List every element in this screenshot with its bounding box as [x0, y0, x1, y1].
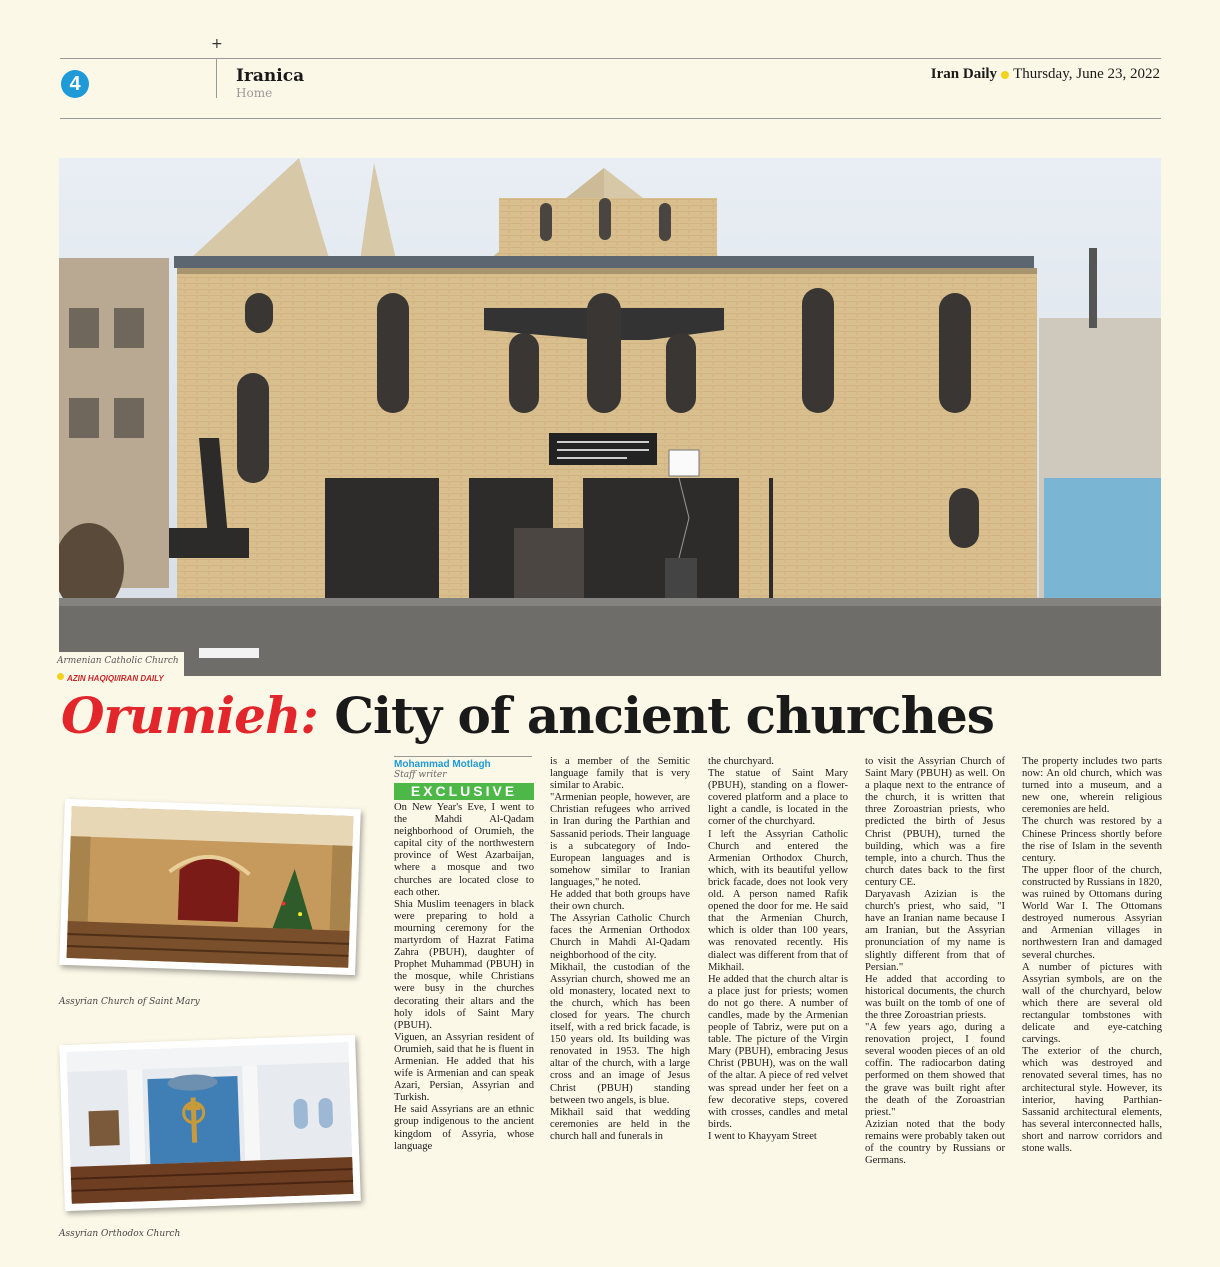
headline: [61, 686, 994, 745]
byline-author: Mohammad Motlagh: [394, 759, 491, 770]
paragraph: The upper floor of the church, constructed by Russians in 1820, was ruined by Ottomans during World War I. The Ottomans destroyed numerous Assyrian and Armenian villages in northwestern Iran and damaged several churches.: [1022, 864, 1162, 961]
paragraph: He said Assyrians are an ethnic group indigenous to the ancient kingdom of Assyria, whose language: [394, 1104, 534, 1152]
hero-photo: [59, 158, 1161, 676]
photo-assyrian-saint-mary: [59, 799, 361, 975]
article-column-2: [550, 756, 690, 1143]
header-top-rule: [60, 58, 1161, 59]
hero-caption-box: [57, 652, 184, 683]
page-number: 4: [61, 70, 89, 98]
paper-name: Iran Daily: [930, 66, 998, 82]
exclusive-badge: EXCLUSIVE: [394, 783, 534, 800]
photo-assyrian-orthodox: [59, 1035, 361, 1211]
paragraph: Azizian noted that the body remains were probably taken out of the country by Russians or Germans.: [865, 1118, 1005, 1167]
paragraph: "A few years ago, during a renovation project, I found several wooden pieces of an old coffin. The radiocarbon dating performed on them showed that the grave was built right after the death of the Zoroastrian priest.": [865, 1022, 1005, 1118]
paragraph: I went to Khayyam Street: [708, 1130, 817, 1142]
hero-credit: AZIN HAQIQI/IRAN DAILY: [67, 674, 164, 683]
paragraph: Viguen, an Assyrian resident of Orumieh, said that he is fluent in Armenian. He added that his wife is Armenian and can speak Azari, Persian, Assyrian and Turkish.: [394, 1031, 534, 1104]
article-column-1: [394, 756, 534, 1153]
hero-credit-row: [57, 666, 184, 685]
paragraph: On New Year's Eve, I went to the Mahdi Al-Qadam neighborhood of Orumieh, the capital city of the northwestern province of West Azarbaijan, where a mosque and two churches are located close to each other.: [394, 802, 534, 898]
paragraph: Shia Muslim teenagers in black were preparing to hold a mourning ceremony for the martyrdom of Hazrat Fatima Zahra (PBUH), daughter of Prophet Muhammad (PBUH) in the mosque, while Christians were busy in the churches decorating their altars and the holy idols of Saint Mary (PBUH).: [394, 898, 534, 1031]
photo-caption-top: Assyrian Church of Saint Mary: [59, 997, 200, 1007]
article-column-3: [708, 756, 848, 1143]
headline-title: City of ancient churches: [334, 686, 994, 745]
paragraph: The statue of Saint Mary (PBUH), standing on a flower-covered platform and a place to light a candle, is located in the corner of the churchyard.: [708, 768, 848, 828]
paragraph: He added that the church altar is a place just for priests; women do not go there. A number of candles, made by the Armenian people of Tabriz, were put on a table. The picture of the Virgin Mary (PBUH), embracing Jesus Christ (PBUH), was on the wall of the altar. A piece of red velvet was spread under her feet on a few decorative steps, covered with crosses, candles and metal birds.: [708, 973, 848, 1130]
section-subtitle: Home: [236, 86, 273, 100]
header-divider: [216, 58, 217, 98]
paragraph: Mikhail said that wedding ceremonies are held in the church hall and funerals in: [550, 1106, 690, 1142]
byline-role: Staff writer: [394, 770, 447, 780]
paragraph: I left the Assyrian Catholic Church and entered the Armenian Orthodox Church, which, with its beautiful yellow brick facade, does not look very old. A person named Rafik opened the door for me. He said that the Armenian Church, which is older than 100 years, was renovated recently. His dialect was different from that of Mikhail.: [708, 828, 848, 973]
section-title: Iranica: [236, 66, 305, 86]
dot-icon: [1001, 71, 1009, 79]
paragraph: the churchyard.: [708, 756, 774, 767]
dot-icon: [57, 673, 64, 680]
issue-date: Thursday, June 23, 2022: [1013, 66, 1160, 82]
paragraph: The church was restored by a Chinese Princess shortly before the rise of Islam in the seventh century.: [1022, 816, 1162, 864]
paragraph: Mikhail, the custodian of the Assyrian church, showed me an old monastery, located next to the church, which has been closed for years. The church itself, with a red brick facade, is 150 years old. Its building was renovated in 1953. The high altar of the church, with a large cross and an image of Jesus Christ (PBUH) standing between two angels, is blue.: [550, 961, 690, 1106]
paragraph: Daryavash Azizian is the church's priest, who said, "I have an Iranian name because I am Iranian, but the Assyrian pronunciation of my name is slightly different from that of Persian.": [865, 889, 1005, 973]
paragraph: The Assyrian Catholic Church faces the Armenian Orthodox Church in Mahdi Al-Qadam neighborhood of the city.: [550, 913, 690, 961]
paragraph: A number of pictures with Assyrian symbols, are on the wall of the churchyard, below which there are several old rectangular tombstones with delicate and eye-catching carvings.: [1022, 961, 1162, 1046]
article-column-5: [1022, 756, 1162, 1155]
header-bottom-rule: [60, 118, 1161, 119]
paragraph: The property includes two parts now: An old church, which was turned into a museum, and a new one, wherein religious ceremonies are held.: [1022, 756, 1162, 816]
paragraph: He added that according to historical documents, the church was built on the tomb of one of the three Zoroastrian priests.: [865, 973, 1005, 1021]
paragraph: is a member of the Semitic language family that is very similar to Arabic.: [550, 756, 690, 792]
headline-place: Orumieh:: [61, 686, 318, 745]
hero-caption: Armenian Catholic Church: [57, 656, 179, 666]
photo-caption-bottom: Assyrian Orthodox Church: [59, 1229, 181, 1239]
crosshair-mark: +: [211, 36, 223, 52]
paragraph: He added that both groups have their own church.: [550, 889, 690, 913]
masthead: [931, 66, 1160, 83]
paragraph: "Armenian people, however, are Christian refugees who arrived in Iran during the Parthian and Sassanid periods. Their language is a subcategory of Indo-European languages and is somehow similar to Iranian languages," he noted.: [550, 792, 690, 888]
byline-rule: [394, 756, 532, 757]
paragraph: to visit the Assyrian Church of Saint Mary (PBUH) as well. On a plaque next to the entrance of the church, it is written that three Zoroastrian priests, who predicted the birth of Jesus Christ (PBUH), turned the building, which was a fire temple, into a church. Thus the church dates back to the first century CE.: [865, 756, 1005, 888]
article-column-4: [865, 756, 1005, 1167]
paragraph: The exterior of the church, which was destroyed and renovated several times, has no architectural style. However, its interior, having Parthian-Sassanid architectural elements, has several interconnected halls, short and narrow corridors and stone walls.: [1022, 1046, 1162, 1154]
